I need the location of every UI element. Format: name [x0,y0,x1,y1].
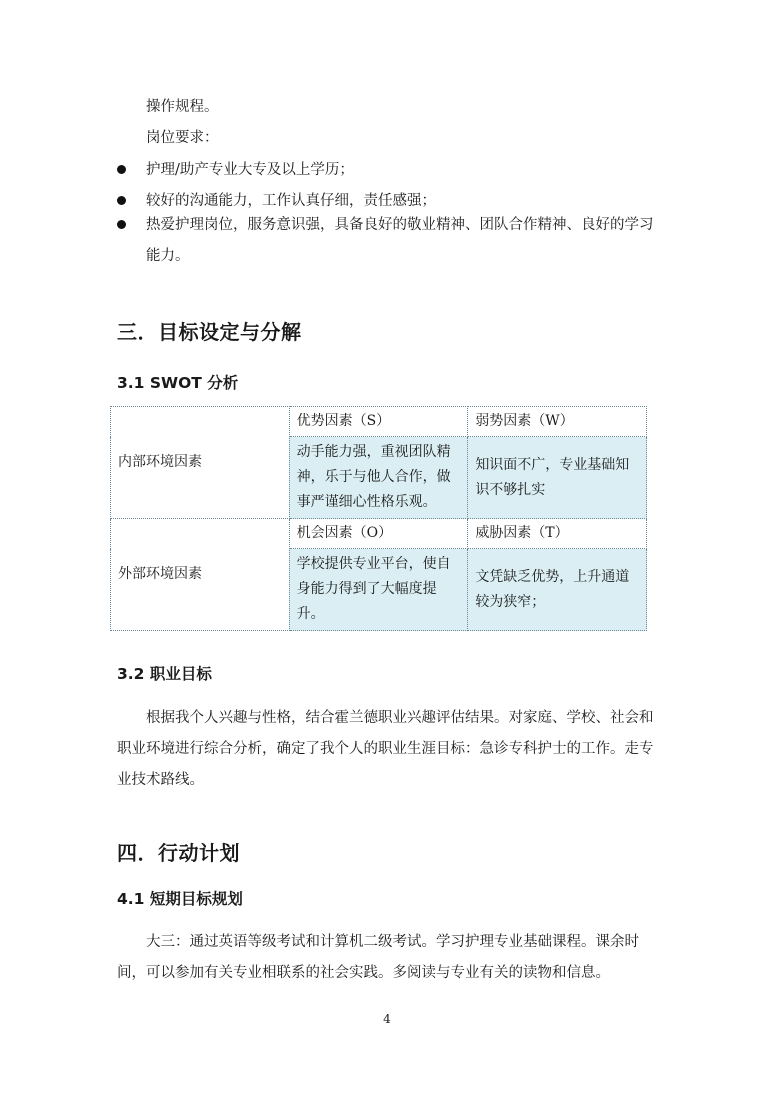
intro-line: 操作规程。 [146,99,219,115]
bullet-icon [117,165,126,174]
career-goal-text: 根据我个人兴趣与性格，结合霍兰德职业兴趣评估结果。对家庭、学校、社会和职业环境进行综合分析，确定了我个人的职业生涯目标：急诊专科护士的工作。走专业技术路线。 [117,710,654,788]
threats-header: 威胁因素（T） [468,519,647,549]
section-4-1-title: 4.1 短期目标规划 [117,890,243,908]
opportunities-header: 机会因素（O） [289,519,468,549]
page-number: 4 [383,1012,391,1026]
section-4-title: 四．行动计划 [117,841,240,865]
weaknesses-header: 弱势因素（W） [468,407,647,437]
strengths-header: 优势因素（S） [289,407,468,437]
external-label: 外部环境因素 [111,519,290,631]
opportunities-cell: 学校提供专业平台，使自身能力得到了大幅度提升。 [289,549,468,631]
internal-label: 内部环境因素 [111,407,290,519]
requirement-item: 护理/助产专业大专及以上学历； [117,155,662,186]
bullet-icon [117,220,126,229]
threats-cell: 文凭缺乏优势，上升通道较为狭窄； [468,549,647,631]
swot-table [110,406,647,631]
requirement-item: 热爱护理岗位，服务意识强，具备良好的敬业精神、团队合作精神、良好的学习能力。 [117,210,657,272]
requirements-label: 岗位要求： [146,130,219,146]
short-term-plan-text: 大三：通过英语等级考试和计算机二级考试。学习护理专业基础课程。课余时间，可以参加有关专业相联系的社会实践。多阅读与专业有关的读物和信息。 [117,934,639,981]
strengths-cell: 动手能力强，重视团队精神，乐于与他人合作，做事严谨细心性格乐观。 [289,437,468,519]
weaknesses-cell: 知识面不广，专业基础知识不够扎实 [468,437,647,519]
requirement-item: 较好的沟通能力，工作认真仔细，责任感强； [117,186,662,217]
section-3-2-title: 3.2 职业目标 [117,665,212,683]
bullet-icon [117,196,126,205]
section-3-title: 三．目标设定与分解 [117,320,302,344]
section-3-1-title: 3.1 SWOT 分析 [117,374,239,392]
